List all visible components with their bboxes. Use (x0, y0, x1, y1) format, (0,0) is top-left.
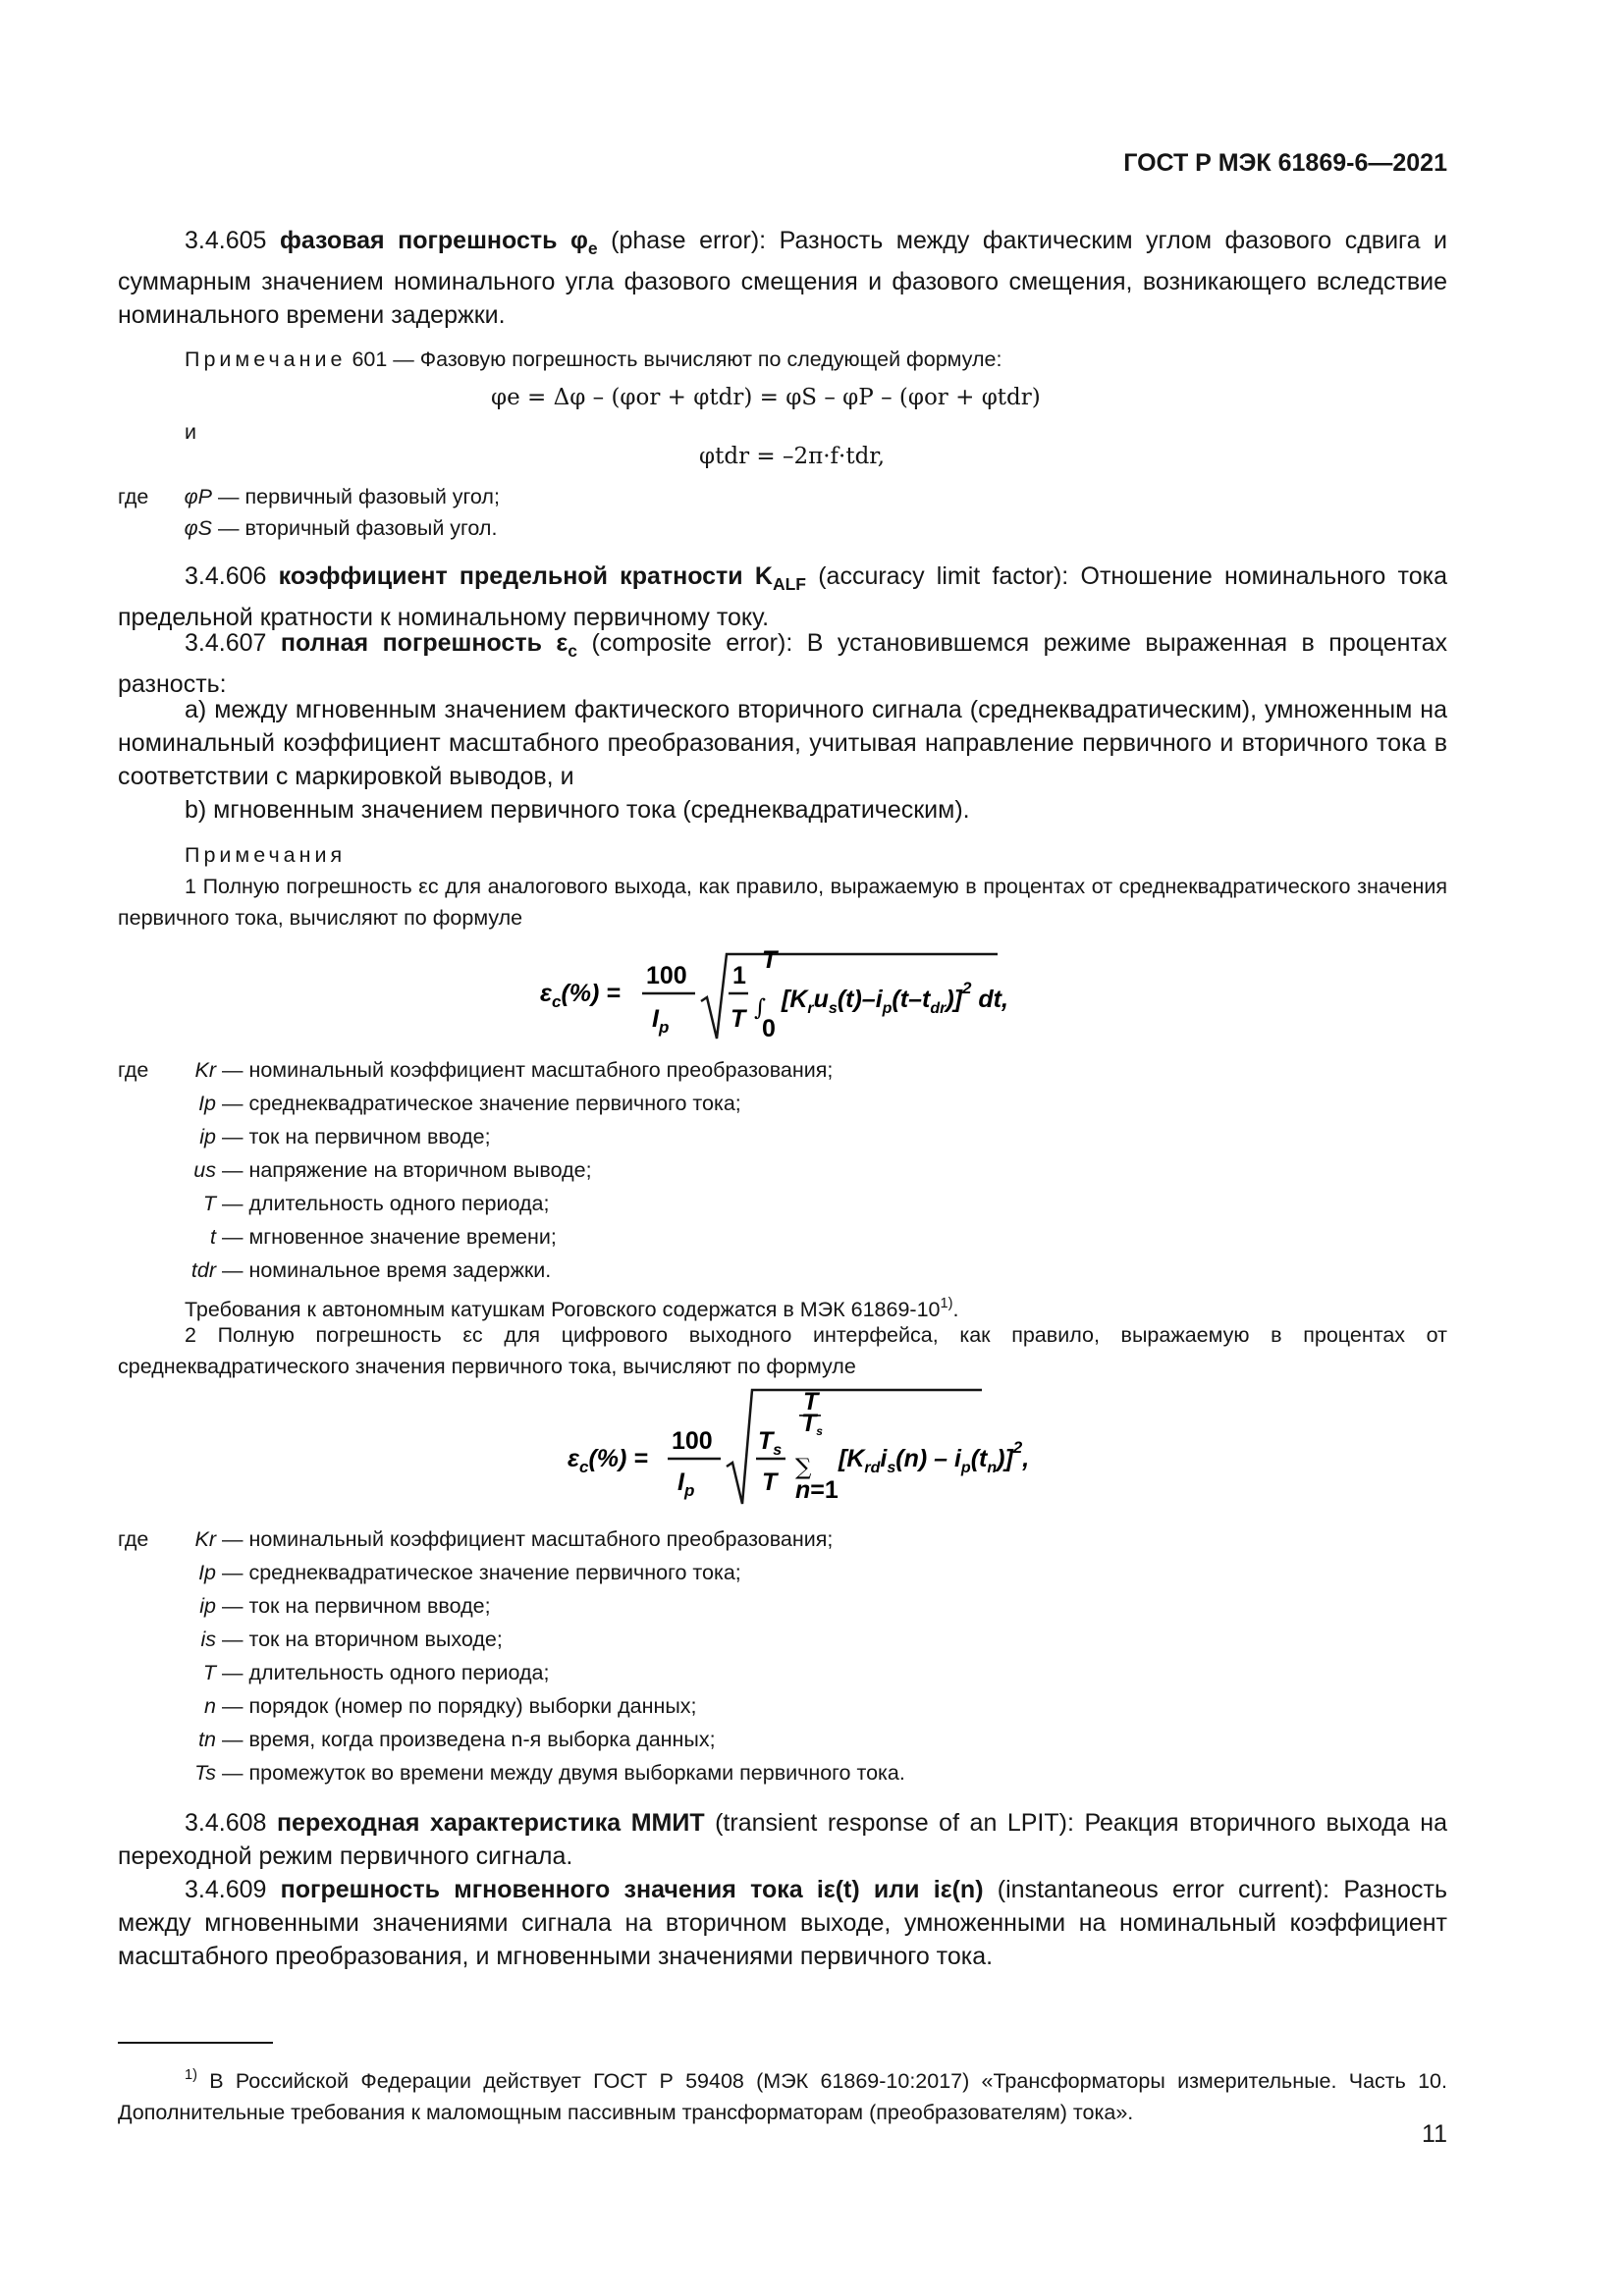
clause-definition: Реакция вторичного выхода на переходной режим первичного сигнала. (118, 1809, 1448, 1870)
where-definition: — длительность одного периода; (222, 1661, 550, 1684)
where-label: где (118, 485, 149, 508)
where-definition: — номинальное время задержки. (222, 1258, 552, 1282)
clause-3-4-608 (118, 1806, 1447, 1873)
clause-term: погрешность мгновенного значения тока iε(t) или iε(n) (280, 1876, 984, 1903)
notes-label: Примечания (185, 843, 347, 867)
clause-term-subscript: c (568, 641, 578, 662)
where-definition: — время, когда произведена n-я выборка данных; (222, 1728, 716, 1751)
clause-term: фазовая погрешность φ (279, 227, 588, 254)
formula-text: T (762, 1468, 778, 1496)
composite-error-formula-digital (560, 1386, 1030, 1509)
clause-item-a: a) между мгновенным значением фактического вторичного сигнала (среднеквадратическим), умноженным на номинальный коэффициент масштабного преобразования, учитывая направление первичного и вторичного тока в соответствии с маркировкой выводов, и (118, 696, 1447, 790)
formula-text: $\varepsilon_c(\%)$ = (568, 1445, 648, 1476)
clause-3-4-605 (118, 224, 1447, 332)
clause-3-4-609 (118, 1873, 1447, 1973)
formula-text: 100 (672, 1427, 713, 1455)
footnote-divider (118, 2042, 273, 2044)
clause-definition: В установившемся режиме выраженная в процентах разность: (118, 629, 1447, 699)
note-1: 1 Полную погрешность εc для аналогового выхода, как правило, выражаемую в процентах от среднеквадратического значения первичного тока, вычисляют по формуле (118, 875, 1447, 930)
note-and-word: и (185, 420, 197, 444)
where-definition: — первичный фазовый угол; (218, 485, 500, 508)
clause-definition: Разность между мгновенными значениями сигнала на вторичном выходе, умноженными на номинальный коэффициент масштабного преобразования, и мгновенными значениями первичного тока. (118, 1876, 1447, 1970)
footnote-text: В Российской Федерации действует ГОСТ Р 59408 (МЭК 61869-10:2017) «Трансформаторы измерительные. Часть 10. Дополнительные требования к маломощным пассивным трансформаторам (преобразователям) тока». (118, 2068, 1447, 2124)
where-definition: — напряжение на вторичном выводе; (222, 1158, 592, 1182)
where-definition: — номинальный коэффициент масштабного преобразования; (222, 1527, 834, 1551)
clause-number: 3.4.608 (185, 1809, 267, 1837)
rogowski-note: Требования к автономным катушкам Роговского содержатся в МЭК 61869-10$^{1)}$. (185, 1296, 959, 1321)
where-definition: — среднеквадратическое значение первичного тока; (222, 1092, 741, 1115)
where-definition: — промежуток во времени между двумя выборками первичного тока. (222, 1761, 905, 1785)
formula-text: $I_p$ (677, 1468, 695, 1500)
clause-number: 3.4.609 (185, 1876, 267, 1903)
formula-text: $I_p$ (652, 1005, 670, 1037)
clause-number: 3.4.607 (185, 629, 267, 657)
where-definition: — мгновенное значение времени; (222, 1225, 557, 1249)
clause-definition: Разность между фактическим углом фазового сдвига и суммарным значением номинального угла фазового смещения и фазового смещения, возникающего вследствие номинального времени задержки. (118, 227, 1447, 330)
where-definition: — ток на первичном вводе; (222, 1594, 491, 1618)
formula-text: $\varepsilon_c(\%)$ = (540, 980, 621, 1011)
clause-english: (accuracy limit factor): (818, 562, 1069, 590)
where-definition: — вторичный фазовый угол. (218, 516, 498, 540)
clause-item-b: b) мгновенным значением первичного тока (среднеквадратическим). (185, 796, 970, 824)
where-label: где (118, 1527, 149, 1551)
formula-text: $[K_{rd}i_s(n) - i_p(t_n)]^2$, (839, 1438, 1030, 1476)
document-number: ГОСТ Р МЭК 61869-6—2021 (1123, 149, 1447, 177)
formula-text: n=1 (795, 1476, 839, 1504)
clause-term: переходная характеристика ММИТ (276, 1809, 705, 1837)
where-definition: — среднеквадратическое значение первичного тока; (222, 1561, 741, 1584)
where-definition: — порядок (номер по порядку) выборки данных; (222, 1694, 697, 1718)
where-definition: — ток на первичном вводе; (222, 1125, 491, 1148)
footnote (118, 2059, 1447, 2128)
clause-english: (phase error): (611, 227, 767, 254)
where-label: где (118, 1058, 149, 1082)
formula-text: T (731, 1005, 746, 1033)
formula-text: 1 (732, 962, 746, 989)
summation-sign: ∑ (795, 1455, 812, 1480)
footnote-marker: 1) (185, 2067, 197, 2083)
note-label: Примечание (185, 347, 347, 371)
clause-english: (composite error): (591, 629, 793, 657)
formula-text: $[K_ru_s(t)-i_p(t-t_{dr})]^2$ dt, (782, 979, 1008, 1017)
where-definition: — длительность одного периода; (222, 1192, 550, 1215)
phase-error-formula: φe = Δφ – (φor + φtdr) = φS – φP – (φor + φtdr) (491, 385, 1041, 410)
clause-term-subscript: ALF (772, 574, 806, 595)
formula-text: 100 (646, 962, 687, 989)
document-page: ГОСТ Р МЭК 61869-6—2021 3.4.605 фазовая погрешность $\varphi_e$ (phase error): Разность между фактическим углом фазового сдвига и суммарным значением номинального угла фазового смещения и фазового смещения, возникающего вследствие номинального времени задержки. Примечание 601 — Фазовую погрешность вычисляют по следующей формуле: φe = Δφ – (φor + φtdr) = φS – φP – (φor + φtdr) и φtdr = –2π·f·tdr, где φP — первичный фазовый угол; φS — вторичный фазовый угол. 3.4.606 коэффициент предельной кратности $K_{ALF}$ (accuracy limit factor): Отношение номинального тока предельной кратности к номинальному первичному току. 3.4.607 полная погрешность $\varepsilon_c$ (composite error): В установившемся режиме выраженная в процентах разность: a) между мгновенным значением фактического вторичного сигнала (среднеквадратическим), умноженным на номинальный коэффициент масштабного преобразования, учитывая направление первичного и вторичного тока в соответствии с маркировкой выводов, и b) мгновенным значением первичного тока (среднеквадратическим). Примечания 1 Полную погрешность εc для аналогового выхода, как правило, выражаемую в процентах от среднеквадратического значения первичного тока, вычисляют по формуле $\varepsilon_c(\%)$ = 100 $I_p$ 1 T ∫ T 0 $[K_ru_s(t)-i_p(t-t_{dr})]^2$ dt, где Kr — номинальный коэффициент масштабного преобразования; Ip — среднеквадратическое значение первичного тока; ip — ток на первичном вводе; us — напряжение на вторичном выводе; T — длительность одного периода; t — мгновенное значение времени; tdr — номинальное время задержки. Требования к автономным катушкам Роговского содержатся в МЭК 61869-10$^{1)}$. 2 Полную погрешность εc для цифрового выходного интерфейса, как правило, выражаемую в процентах от среднеквадратического значения первичного тока, вычисляют по формуле $\varepsilon_c(\%)$ = 100 $I_p$ $T_s$ T T Ts ∑ n=1 $[K_{rd}i_s(n) - i_p(t_n)]^2$, где Kr — номинальный коэффициент масштабного преобразования; Ip — среднеквадратическое значение первичного тока; ip — ток на первичном вводе; is — ток на вторичном выходе; T — длительность одного периода; n — порядок (номер по порядку) выборки данных; tn — время, когда произведена n-я выборка данных; Ts — промежуток во времени между двумя выборками первичного тока. 3.4.608 переходная характеристика ММИТ (transient response of an LPIT): Реакция вторичного выхода на переходной режим первичного сигнала. 3.4.609 погрешность мгновенного значения тока iε(t) или iε(n) (instantaneous error current): Разность между мгновенными значениями сигнала на вторичном выходе, умноженными на номинальный коэффициент масштабного преобразования, и мгновенными значениями первичного тока. $^{1)}$ В Российской Федерации действует ГОСТ Р 59408 (МЭК 61869-10:2017) «Трансформаторы измерительные. Часть 10. Дополнительные требования к маломощным пассивным трансформаторам (преобразователям) тока». 11 (118, 149, 1448, 2148)
time-delay-phase-formula: φtdr = –2π·f·tdr, (699, 444, 886, 469)
clause-term: полная погрешность ε (280, 629, 568, 657)
composite-error-formula-analog (530, 942, 1041, 1045)
clause-term-subscript: e (587, 239, 598, 259)
note-text: 601 — Фазовую погрешность вычисляют по следующей формуле: (352, 347, 1002, 371)
integral-sign: ∫ (754, 995, 766, 1021)
clause-definition: Отношение номинального тока предельной кратности к номинальному первичному току. (118, 562, 1448, 632)
formula-text: T (762, 946, 778, 974)
note-601 (118, 344, 1447, 375)
formula-text: 0 (762, 1015, 776, 1042)
clause-number: 3.4.606 (185, 562, 267, 590)
note-2: 2 Полную погрешность εc для цифрового выходного интерфейса, как правило, выражаемую в процентах от среднеквадратического значения первичного тока, вычисляют по формуле (118, 1323, 1447, 1378)
formula-text: T (803, 1388, 819, 1415)
footnote-reference: 1) (940, 1296, 953, 1311)
clause-english: (instantaneous error current): (997, 1876, 1330, 1903)
formula-text: Ts (801, 1410, 823, 1438)
clause-number: 3.4.605 (185, 227, 267, 254)
where-definition: — номинальный коэффициент масштабного преобразования; (222, 1058, 834, 1082)
where-definition: — ток на вторичном выходе; (222, 1628, 503, 1651)
clause-3-4-607 (118, 626, 1447, 701)
clause-3-4-606 (118, 560, 1447, 634)
formula-text: $T_s$ (758, 1427, 783, 1459)
clause-english: (transient response of an LPIT): (715, 1809, 1074, 1837)
clause-term: коэффициент предельной кратности K (278, 562, 773, 590)
page-number: 11 (1422, 2120, 1447, 2148)
